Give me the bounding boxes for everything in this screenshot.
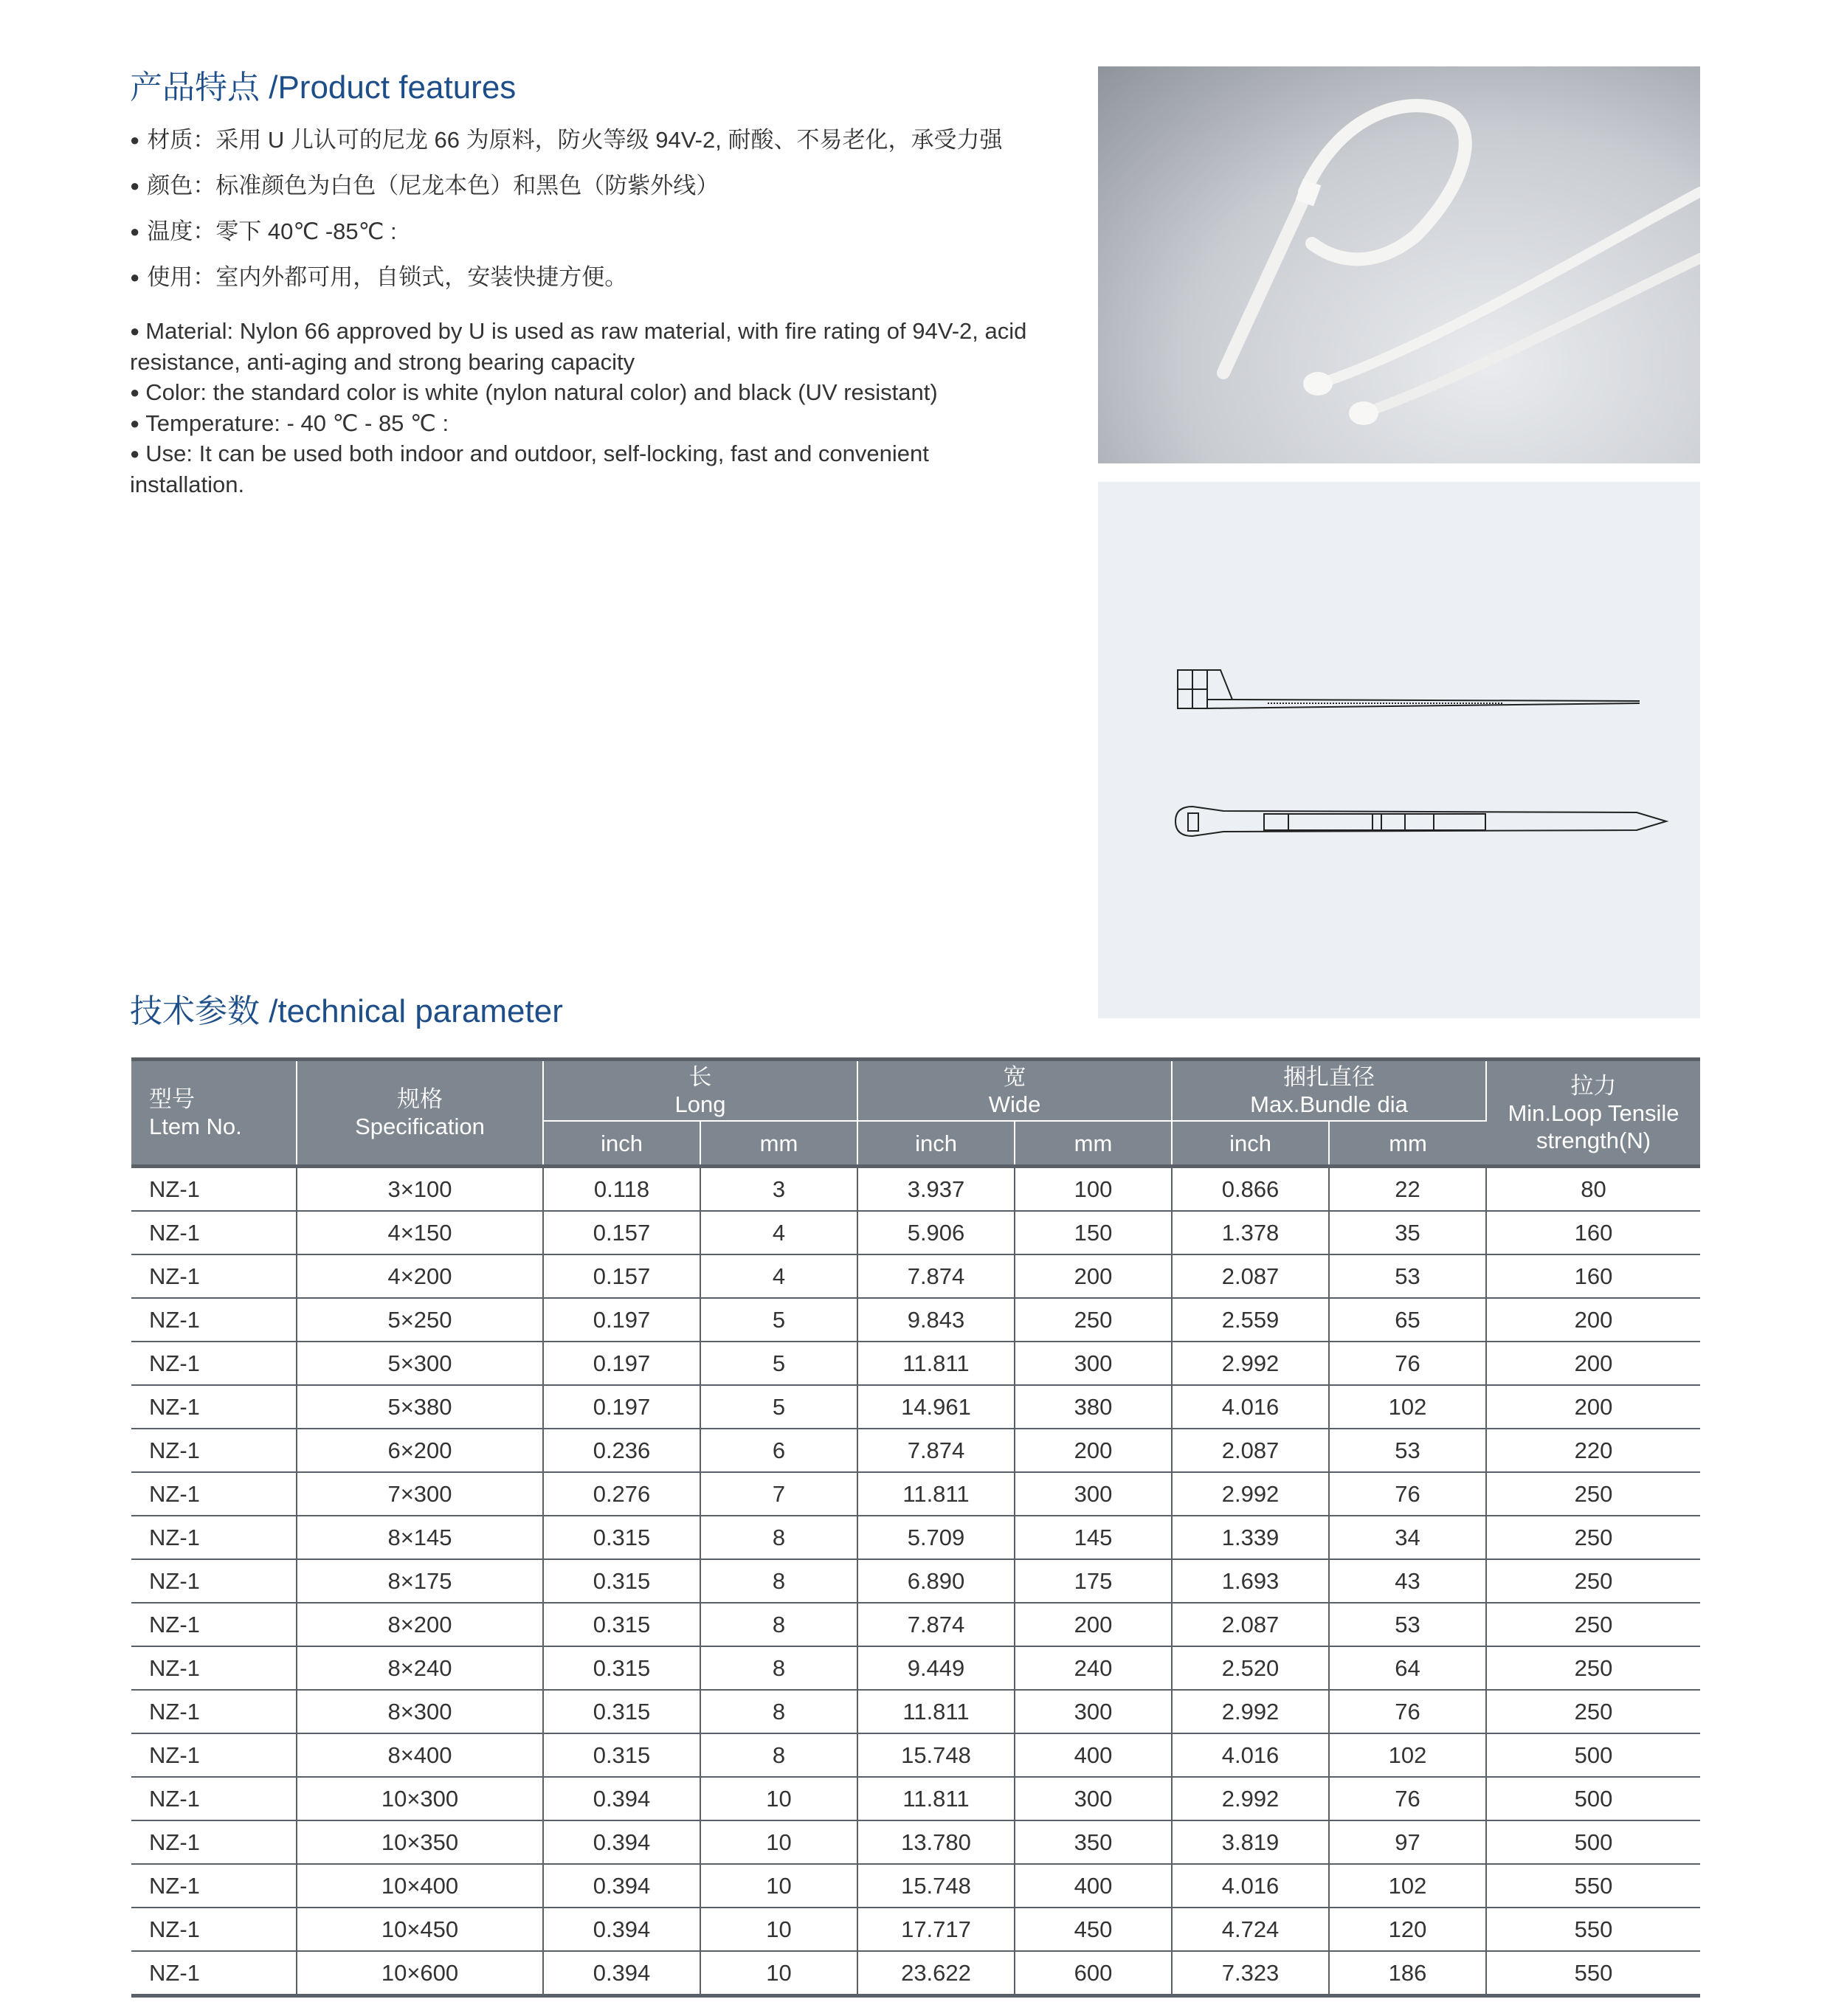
cell-long-mm: 5: [700, 1298, 857, 1342]
header-spec: 规格 Specification: [297, 1060, 543, 1167]
cell-wide-mm: 240: [1015, 1646, 1172, 1690]
cell-spec: 10×450: [297, 1908, 543, 1951]
cell-long-inch: 0.197: [543, 1385, 700, 1429]
cell-long-mm: 8: [700, 1733, 857, 1777]
table-row: [131, 1820, 1700, 1864]
cell-bundle-inch: 1.339: [1172, 1516, 1329, 1559]
cell-wide-mm: 100: [1015, 1167, 1172, 1212]
header-long: 长 Long: [543, 1060, 857, 1122]
cell-bundle-mm: 65: [1329, 1298, 1486, 1342]
cell-bundle-mm: 102: [1329, 1385, 1486, 1429]
table-row: [131, 1951, 1700, 1996]
cell-long-mm: 5: [700, 1342, 857, 1385]
cell-model: NZ-1: [131, 1559, 297, 1603]
cell-model: NZ-1: [131, 1951, 297, 1996]
cell-long-mm: 5: [700, 1385, 857, 1429]
cell-bundle-mm: 53: [1329, 1254, 1486, 1298]
table-row: [131, 1167, 1700, 1212]
cell-long-inch: 0.315: [543, 1733, 700, 1777]
table-row: [131, 1385, 1700, 1429]
feature-material-en: ● Material: Nylon 66 approved by U is used as raw material, with fire rating of 94V-2, acid resistance, anti-aging and strong bearing capacity: [130, 316, 1045, 377]
cell-long-mm: 10: [700, 1908, 857, 1951]
cell-spec: 5×250: [297, 1298, 543, 1342]
cell-bundle-inch: 2.520: [1172, 1646, 1329, 1690]
cell-tensile: 500: [1486, 1777, 1700, 1820]
table-row: [131, 1472, 1700, 1516]
cell-model: NZ-1: [131, 1211, 297, 1254]
cell-long-mm: 3: [700, 1167, 857, 1212]
cell-bundle-inch: 2.992: [1172, 1342, 1329, 1385]
table-row: [131, 1342, 1700, 1385]
product-features-title: 产品特点 /Product features: [130, 69, 517, 106]
table-row: [131, 1298, 1700, 1342]
cell-model: NZ-1: [131, 1298, 297, 1342]
cell-model: NZ-1: [131, 1516, 297, 1559]
cell-wide-inch: 9.449: [857, 1646, 1015, 1690]
cell-long-mm: 4: [700, 1211, 857, 1254]
cell-tensile: 200: [1486, 1342, 1700, 1385]
header-model: 型号 Ltem No.: [131, 1060, 297, 1167]
cell-bundle-mm: 186: [1329, 1951, 1486, 1996]
cell-wide-inch: 5.906: [857, 1211, 1015, 1254]
cell-long-mm: 10: [700, 1864, 857, 1908]
cell-wide-inch: 17.717: [857, 1908, 1015, 1951]
cell-wide-mm: 175: [1015, 1559, 1172, 1603]
cell-tensile: 550: [1486, 1951, 1700, 1996]
cell-model: NZ-1: [131, 1646, 297, 1690]
header-bundle-dia: 捆扎直径 Max.Bundle dia: [1172, 1060, 1486, 1122]
cell-wide-mm: 200: [1015, 1254, 1172, 1298]
cell-bundle-mm: 22: [1329, 1167, 1486, 1212]
cell-wide-mm: 145: [1015, 1516, 1172, 1559]
table-row: [131, 1646, 1700, 1690]
cell-long-mm: 8: [700, 1559, 857, 1603]
cell-model: NZ-1: [131, 1820, 297, 1864]
cell-model: NZ-1: [131, 1254, 297, 1298]
cell-long-mm: 6: [700, 1429, 857, 1472]
cell-wide-mm: 200: [1015, 1603, 1172, 1646]
table-row: [131, 1516, 1700, 1559]
cell-wide-inch: 15.748: [857, 1864, 1015, 1908]
cell-wide-inch: 15.748: [857, 1733, 1015, 1777]
cable-tie-photo: [1098, 66, 1700, 463]
features-list-cn: [130, 127, 1045, 310]
cell-long-inch: 0.197: [543, 1342, 700, 1385]
cell-long-inch: 0.394: [543, 1777, 700, 1820]
cell-bundle-inch: 2.992: [1172, 1472, 1329, 1516]
cell-long-mm: 8: [700, 1690, 857, 1733]
feature-color-en: ● Color: the standard color is white (nylon natural color) and black (UV resistant): [130, 377, 1045, 408]
cell-bundle-inch: 4.016: [1172, 1385, 1329, 1429]
cell-bundle-inch: 2.559: [1172, 1298, 1329, 1342]
cell-long-inch: 0.236: [543, 1429, 700, 1472]
cell-wide-inch: 11.811: [857, 1342, 1015, 1385]
cell-tensile: 200: [1486, 1385, 1700, 1429]
features-list-en: [130, 316, 1045, 500]
cell-wide-mm: 400: [1015, 1733, 1172, 1777]
table-row: [131, 1254, 1700, 1298]
cell-bundle-mm: 76: [1329, 1690, 1486, 1733]
cell-model: NZ-1: [131, 1167, 297, 1212]
cell-bundle-inch: 2.087: [1172, 1429, 1329, 1472]
cell-long-inch: 0.394: [543, 1908, 700, 1951]
cell-bundle-inch: 4.016: [1172, 1864, 1329, 1908]
header-bundle-mm: mm: [1329, 1121, 1486, 1167]
cell-wide-inch: 23.622: [857, 1951, 1015, 1996]
cell-wide-inch: 7.874: [857, 1603, 1015, 1646]
spec-table: [131, 1057, 1700, 1998]
cell-long-mm: 7: [700, 1472, 857, 1516]
cell-bundle-mm: 35: [1329, 1211, 1486, 1254]
cell-bundle-inch: 4.016: [1172, 1733, 1329, 1777]
cell-long-mm: 10: [700, 1777, 857, 1820]
cell-tensile: 250: [1486, 1690, 1700, 1733]
product-photo: [1098, 66, 1700, 463]
header-wide: 宽 Wide: [857, 1060, 1172, 1122]
cell-tensile: 550: [1486, 1908, 1700, 1951]
cell-spec: 8×175: [297, 1559, 543, 1603]
cell-bundle-inch: 4.724: [1172, 1908, 1329, 1951]
cell-spec: 8×400: [297, 1733, 543, 1777]
cell-long-inch: 0.315: [543, 1690, 700, 1733]
cell-long-inch: 0.315: [543, 1559, 700, 1603]
cell-spec: 5×300: [297, 1342, 543, 1385]
cell-spec: 4×150: [297, 1211, 543, 1254]
cell-long-inch: 0.394: [543, 1864, 700, 1908]
table-row: [131, 1603, 1700, 1646]
cell-tensile: 250: [1486, 1472, 1700, 1516]
cell-tensile: 220: [1486, 1429, 1700, 1472]
table-row: [131, 1429, 1700, 1472]
cell-model: NZ-1: [131, 1342, 297, 1385]
cell-tensile: 80: [1486, 1167, 1700, 1212]
cell-spec: 6×200: [297, 1429, 543, 1472]
cell-bundle-mm: 102: [1329, 1733, 1486, 1777]
table-row: [131, 1864, 1700, 1908]
feature-temperature-cn: ● 温度：零下 40℃ -85℃ :: [130, 218, 1045, 245]
technical-parameter-title: 技术参数 /technical parameter: [130, 993, 563, 1029]
cell-spec: 8×145: [297, 1516, 543, 1559]
cell-long-mm: 8: [700, 1516, 857, 1559]
cell-wide-inch: 13.780: [857, 1820, 1015, 1864]
cell-bundle-mm: 76: [1329, 1472, 1486, 1516]
cell-bundle-inch: 2.087: [1172, 1603, 1329, 1646]
cell-long-inch: 0.157: [543, 1211, 700, 1254]
cell-wide-mm: 200: [1015, 1429, 1172, 1472]
cell-tensile: 160: [1486, 1254, 1700, 1298]
cell-wide-inch: 14.961: [857, 1385, 1015, 1429]
cell-long-inch: 0.394: [543, 1820, 700, 1864]
technical-drawing: [1098, 482, 1700, 1018]
cell-wide-inch: 7.874: [857, 1254, 1015, 1298]
cell-spec: 10×600: [297, 1951, 543, 1996]
cell-wide-inch: 5.709: [857, 1516, 1015, 1559]
table-row: [131, 1777, 1700, 1820]
table-row: [131, 1733, 1700, 1777]
cell-bundle-inch: 2.087: [1172, 1254, 1329, 1298]
cell-bundle-mm: 120: [1329, 1908, 1486, 1951]
cell-wide-mm: 350: [1015, 1820, 1172, 1864]
cell-spec: 10×350: [297, 1820, 543, 1864]
cell-long-inch: 0.315: [543, 1516, 700, 1559]
cell-wide-inch: 7.874: [857, 1429, 1015, 1472]
cell-model: NZ-1: [131, 1385, 297, 1429]
cell-wide-inch: 9.843: [857, 1298, 1015, 1342]
cell-long-inch: 0.157: [543, 1254, 700, 1298]
cell-long-mm: 8: [700, 1646, 857, 1690]
cell-bundle-inch: 3.819: [1172, 1820, 1329, 1864]
cell-tensile: 500: [1486, 1820, 1700, 1864]
cell-wide-inch: 11.811: [857, 1690, 1015, 1733]
cell-long-inch: 0.315: [543, 1603, 700, 1646]
cell-model: NZ-1: [131, 1777, 297, 1820]
cell-spec: 3×100: [297, 1167, 543, 1212]
cell-model: NZ-1: [131, 1908, 297, 1951]
spec-table-header: [131, 1060, 1700, 1167]
cell-wide-inch: 11.811: [857, 1472, 1015, 1516]
header-bundle-inch: inch: [1172, 1121, 1329, 1167]
cell-model: NZ-1: [131, 1603, 297, 1646]
cell-wide-mm: 300: [1015, 1342, 1172, 1385]
cell-long-inch: 0.197: [543, 1298, 700, 1342]
cell-bundle-mm: 76: [1329, 1777, 1486, 1820]
spec-table-body: [131, 1167, 1700, 1996]
cell-model: NZ-1: [131, 1864, 297, 1908]
cell-wide-inch: 3.937: [857, 1167, 1015, 1212]
header-tensile: 拉力 Min.Loop Tensile strength(N): [1486, 1060, 1700, 1167]
cell-tensile: 250: [1486, 1559, 1700, 1603]
cell-bundle-mm: 43: [1329, 1559, 1486, 1603]
cell-tensile: 200: [1486, 1298, 1700, 1342]
cell-wide-mm: 380: [1015, 1385, 1172, 1429]
feature-use-en: ● Use: It can be used both indoor and outdoor, self-locking, fast and convenient installation.: [130, 438, 1045, 500]
cable-tie-drawing: [1098, 482, 1700, 1018]
cell-long-inch: 0.394: [543, 1951, 700, 1996]
cell-spec: 10×300: [297, 1777, 543, 1820]
cell-long-mm: 4: [700, 1254, 857, 1298]
cell-bundle-inch: 2.992: [1172, 1690, 1329, 1733]
cell-bundle-mm: 53: [1329, 1429, 1486, 1472]
cell-bundle-inch: 0.866: [1172, 1167, 1329, 1212]
cell-long-inch: 0.276: [543, 1472, 700, 1516]
cell-wide-mm: 600: [1015, 1951, 1172, 1996]
feature-temperature-en: ● Temperature: - 40 ℃ - 85 ℃ :: [130, 408, 1045, 439]
cell-model: NZ-1: [131, 1472, 297, 1516]
cell-bundle-inch: 1.693: [1172, 1559, 1329, 1603]
cell-wide-inch: 6.890: [857, 1559, 1015, 1603]
cell-bundle-mm: 64: [1329, 1646, 1486, 1690]
cell-long-inch: 0.118: [543, 1167, 700, 1212]
cell-tensile: 250: [1486, 1516, 1700, 1559]
cell-bundle-inch: 1.378: [1172, 1211, 1329, 1254]
cell-wide-mm: 150: [1015, 1211, 1172, 1254]
cell-long-inch: 0.315: [543, 1646, 700, 1690]
table-row: [131, 1908, 1700, 1951]
cell-bundle-inch: 2.992: [1172, 1777, 1329, 1820]
feature-color-cn: ● 颜色：标准颜色为白色（尼龙本色）和黑色（防紫外线）: [130, 173, 1045, 199]
cell-bundle-mm: 53: [1329, 1603, 1486, 1646]
cell-spec: 4×200: [297, 1254, 543, 1298]
cell-long-mm: 10: [700, 1820, 857, 1864]
cell-tensile: 500: [1486, 1733, 1700, 1777]
cell-wide-mm: 450: [1015, 1908, 1172, 1951]
feature-material-cn: ● 材质：采用 U 儿认可的尼龙 66 为原料，防火等级 94V-2, 耐酸、不易老化，承受力强: [130, 127, 1045, 153]
cell-model: NZ-1: [131, 1733, 297, 1777]
cell-spec: 5×380: [297, 1385, 543, 1429]
cell-spec: 8×300: [297, 1690, 543, 1733]
cell-bundle-mm: 34: [1329, 1516, 1486, 1559]
cell-wide-mm: 300: [1015, 1690, 1172, 1733]
header-wide-inch: inch: [857, 1121, 1015, 1167]
cell-spec: 7×300: [297, 1472, 543, 1516]
cell-bundle-mm: 102: [1329, 1864, 1486, 1908]
cell-spec: 10×400: [297, 1864, 543, 1908]
table-row: [131, 1211, 1700, 1254]
cell-wide-mm: 250: [1015, 1298, 1172, 1342]
table-row: [131, 1559, 1700, 1603]
cell-bundle-mm: 76: [1329, 1342, 1486, 1385]
cell-long-mm: 10: [700, 1951, 857, 1996]
cell-tensile: 250: [1486, 1646, 1700, 1690]
cell-bundle-mm: 97: [1329, 1820, 1486, 1864]
table-row: [131, 1690, 1700, 1733]
header-long-inch: inch: [543, 1121, 700, 1167]
cell-bundle-inch: 7.323: [1172, 1951, 1329, 1996]
cell-model: NZ-1: [131, 1690, 297, 1733]
cell-wide-mm: 300: [1015, 1472, 1172, 1516]
cell-wide-mm: 400: [1015, 1864, 1172, 1908]
header-long-mm: mm: [700, 1121, 857, 1167]
cell-long-mm: 8: [700, 1603, 857, 1646]
cell-model: NZ-1: [131, 1429, 297, 1472]
cell-tensile: 550: [1486, 1864, 1700, 1908]
cell-spec: 8×200: [297, 1603, 543, 1646]
cell-wide-mm: 300: [1015, 1777, 1172, 1820]
header-wide-mm: mm: [1015, 1121, 1172, 1167]
cell-tensile: 250: [1486, 1603, 1700, 1646]
cell-tensile: 160: [1486, 1211, 1700, 1254]
cell-spec: 8×240: [297, 1646, 543, 1690]
feature-use-cn: ● 使用：室内外都可用，自锁式，安装快捷方便。: [130, 264, 1045, 291]
cell-wide-inch: 11.811: [857, 1777, 1015, 1820]
